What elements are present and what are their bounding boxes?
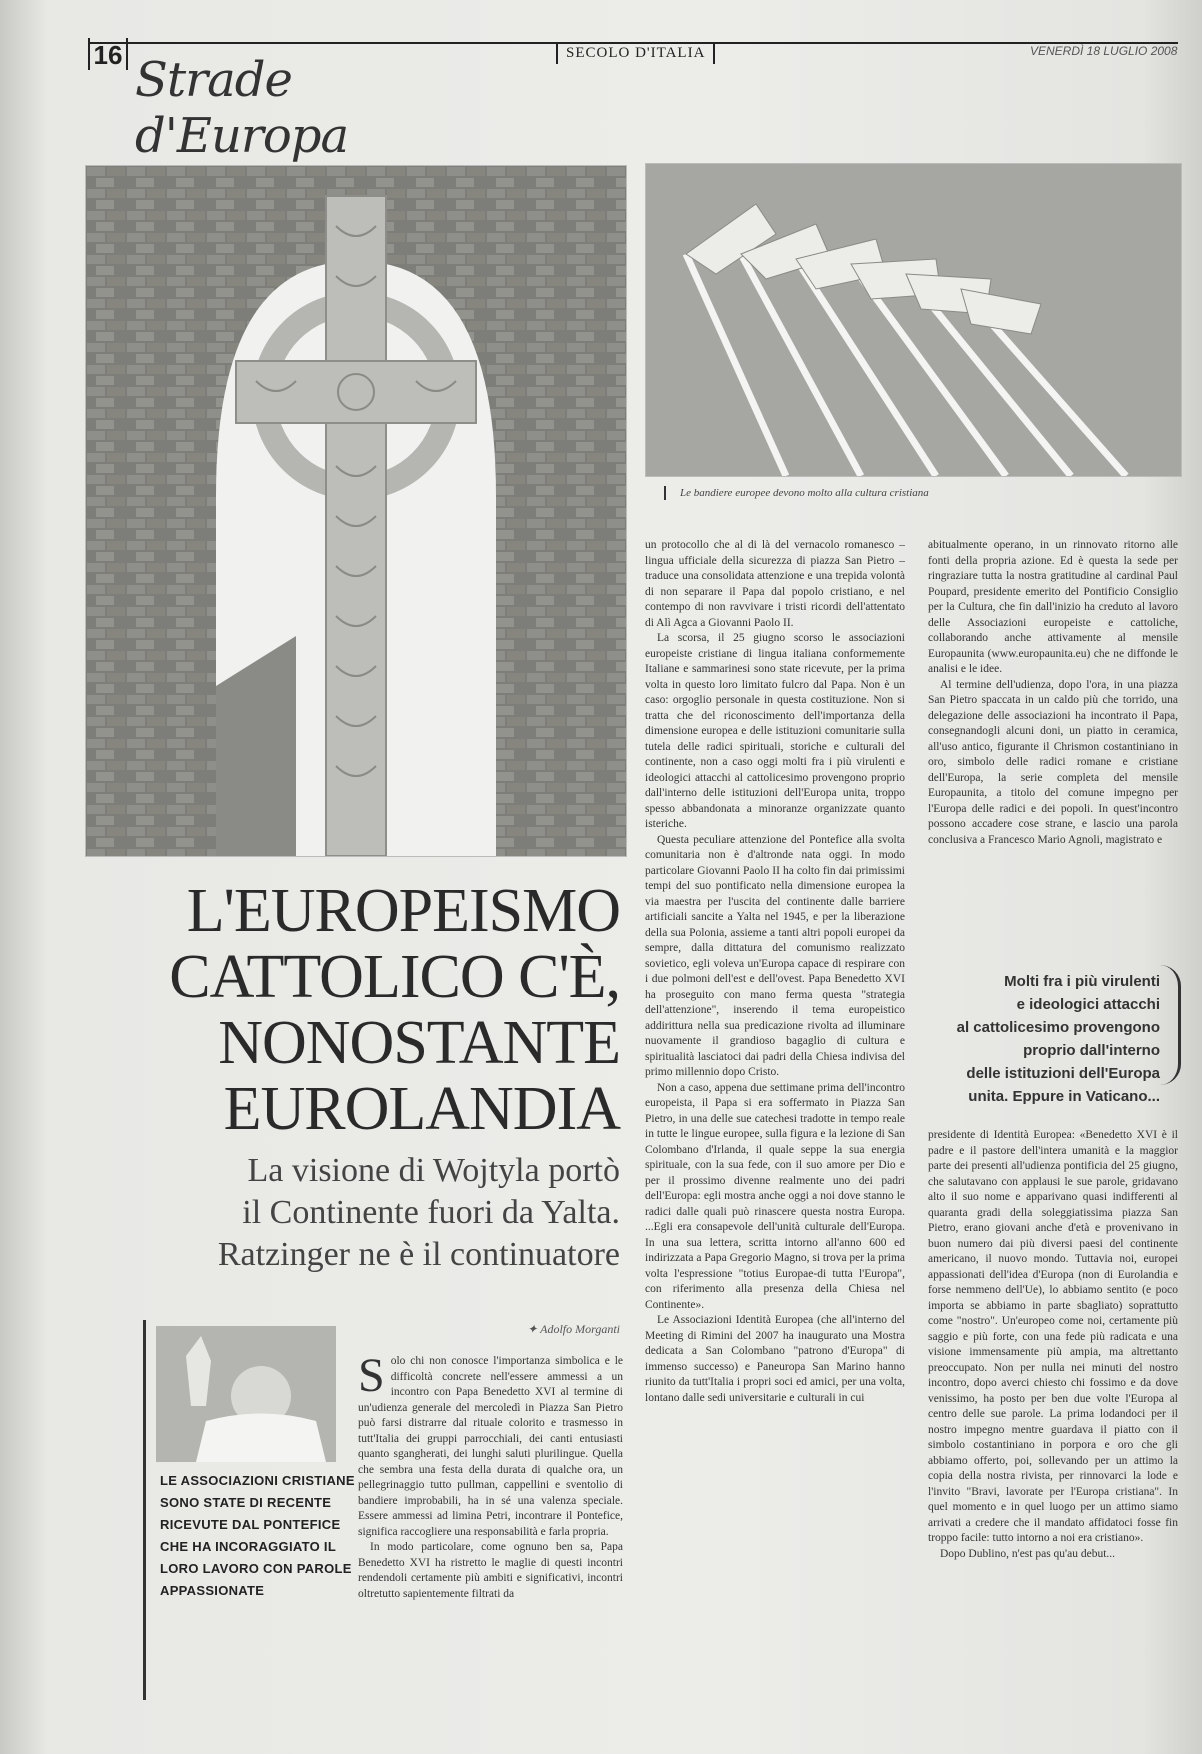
article-paragraph: La scorsa, il 25 giugno scorso le associazioni europeiste cristiane di lingua italiana conformemente Italiane e sammarinesi sono state ricevute, per la prima volta in questo loro limitato fulcro dal Papa. Non è un caso: orgoglio personale in questa costituzione. Non si tratta che del riconoscimento dell'importanza della dimensione europea e delle istituzioni comunitarie sulla tutela delle radici spirituali, storiche e culturali del continente, non a caso oggi molti fra i più virulenti e ideologici attacchi al cattolicesimo provengono proprio dall'interno delle istituzioni dell'Europa unita, troppo spesso abbandonata a minoranze organizzate quanto isteriche. xyxy=(645,632,905,830)
headline-line: L'EUROPEISMO xyxy=(186,877,620,945)
pull-quote-bracket xyxy=(1160,965,1181,1085)
byline: ✦ Adolfo Morganti xyxy=(527,1322,620,1336)
dropcap: S xyxy=(358,1349,385,1402)
article-paragraph: un protocollo che al di là del vernacolo romanesco – lingua ufficiale della sicurezza di piazza San Pietro – traduce una consolidata attenzione e una trepida volontà di non separare il Papa dal popolo cristiano, e nel contempo di non ravvivare i tristi ricordi dell'attentato di Alì Agca a Giovanni Paolo II. xyxy=(645,539,905,629)
cross-photo xyxy=(85,165,627,857)
headline-line: EUROLANDIA xyxy=(223,1075,620,1143)
masthead: SECOLO D'ITALIA xyxy=(556,42,715,64)
article-paragraph: Questa peculiare attenzione del Pontefice alla svolta comunitaria non è d'altronde nata oggi. In modo particolare Giovanni Paolo II ha colto fin dai primissimi tempi del suo pontificato nella dimensione europea la via maestra per l'uscita del continente dalle barriere artificiali sancite a Yalta nel 1945, e per la liberazione della sua Polonia, assieme a tanti altri popoli europei da sempre, dalla dittatura del comunismo realizzato sovietico, egli voleva un'Europa capace di respirare con i due polmoni dell'est e dell'ovest. Papa Benedetto XVI ha proseguito con mano ferma questa "strategia dell'attenzione", inserendo il tema europeistico addirittura nella sua predicazione rivolta ad illuminare nuovamente il grandioso bagaglio di cultura e spiritualità lasciatoci dai padri della Chiesa indivisa del primo millennio dopo Cristo. xyxy=(645,833,905,1078)
flags-illustration xyxy=(646,164,1181,476)
page-number: 16 xyxy=(88,38,128,70)
pull-quote-line: al cattolicesimo provengono xyxy=(956,1019,1160,1036)
article-paragraph: In modo particolare, come ognuno ben sa, Papa Benedetto XVI ha ristretto le maglie di questi incontri rendendoli certamente più ambiti e significativi, incontri oltretutto sapientemente filtrati da xyxy=(358,1541,623,1600)
headline-line: CATTOLICO C'È, xyxy=(169,943,620,1011)
article-paragraph: Le Associazioni Identità Europea (che all'interno del Meeting di Rimini del 2007 ha inaugurato una Mostra dedicata a San Colombano "patrono d'Europa" di immenso successo) e Paneuropa San Marino hanno riunito da tutt'Italia i propri soci ed amici, per una volta, lontano dalle sedi universitarie e culturali in cui xyxy=(645,1314,905,1404)
headline-line: NONOSTANTE xyxy=(218,1009,620,1077)
pope-illustration xyxy=(156,1326,336,1462)
headline xyxy=(80,878,620,1142)
photo-caption: Le bandiere europee devono molto alla cultura cristiana xyxy=(664,486,1180,500)
section-title: Strade d'Europa xyxy=(135,52,349,164)
article-column-1 xyxy=(358,1349,623,1602)
subhead-line: il Continente fuori da Yalta. xyxy=(242,1194,620,1231)
pull-quote-line: Molti fra i più virulenti xyxy=(1004,973,1160,990)
article-column-4 xyxy=(928,1128,1178,1728)
article-paragraph: Al termine dell'udienza, dopo l'ora, in una piazza San Pietro spaccata in un caldo più che torrido, una delegazione delle associazioni ha incontrato il Papa, consegnandogli alcuni doni, un piatto in ceramica, all'uso antico, figurante il Chrismon costantiniano in oro, simbolo delle radici romane e cristiane dell'Europa, la serie completa del mensile Europaunita, a titolo del comune impegno per l'Europa delle radici e dei popoli. In quest'incontro possono accadere cose strane, e lascio una parola conclusiva a Francesco Mario Agnoli, magistrato e xyxy=(928,678,1178,846)
pull-quote-line: proprio dall'interno xyxy=(1023,1042,1160,1059)
pull-quote xyxy=(915,970,1160,1108)
dateline: VENERDÌ 18 LUGLIO 2008 xyxy=(1030,44,1178,58)
subhead-line: La visione di Wojtyla portò xyxy=(247,1152,620,1189)
subhead xyxy=(80,1150,620,1276)
article-paragraph: abitualmente operano, in un rinnovato ritorno alle fonti della propria azione. Ed è questa la sede per ringraziare tutta la nostra gratitudine al cardinal Paul Poupard, presidente emerito del Pontificio Consiglio per la Cultura, che fin dall'inizio ha creduto al lavoro delle Associazioni europeiste e cattoliche, collaborando anche attivamente al mensile Europaunita (www.europaunita.eu) che ne diffonde le analisi e le idee. xyxy=(928,539,1178,675)
pull-quote-line: e ideologici attacchi xyxy=(1016,996,1160,1013)
cross-illustration xyxy=(86,166,626,856)
pope-photo xyxy=(156,1326,336,1462)
sidebar-text: LE ASSOCIAZIONI CRISTIANE SONO STATE DI RECENTE RICEVUTE DAL PONTEFICE CHE HA INCORAGGIATO IL LORO LAVORO CON PAROLE APPASSIONATE xyxy=(160,1473,355,1598)
article-paragraph: presidente di Identità Europea: «Benedetto XVI è il padre e il pastore dell'intera umanità e la maggior parte dei presenti all'udienza pontificia del 25 giugno, che salutavano con applausi le sue parole, gridavano alto il suo nome e apparivano quasi indifferenti al quaranta gradi della soleggiatissima piazza San Pietro, erano giovani anche d'età e provenivano in buon numero dai più diversi paesi del continente americano, il nuovo mondo. Tuttavia noi, europei appassionati dell'idea d'Europa (non di Eurolandia e forse nemmeno dell'Ue), lo abbiamo sentito (e poco importa se abbiamo in parte sbagliato) soprattutto come "nostro". Un'europeo come noi, certamente più saggio e più forte, con una fede più radicata e una visione immensamente più ampia, ma altrettanto preoccupato. Non per nulla nei minuti del nostro incontro, dopo averci chiesto chi fossimo e da dove venissimo, ha posto per ben due volte l'Europa al centro delle sue parole. La prima lodandoci per il nostro impegno mentre guardava il piatto con il simbolo costantiniano in porpora e oro che gli abbiamo offerto, poi, sollevando per un attimo la copia della nostra rivista, per rinnovarci la lode e l'invito "Bravi, lavorate per l'Europa cristiana". In quel momento e in quel luogo per un attimo siamo arrivati a credere che il mandato affidatoci fosse fin troppo facile: tutto intorno a noi era cristiano». xyxy=(928,1129,1178,1544)
pull-quote-line: unita. Eppure in Vaticano... xyxy=(968,1088,1160,1105)
article-paragraph: Dopo Dublino, n'est pas qu'au debut... xyxy=(940,1547,1116,1560)
subhead-line: Ratzinger ne è il continuatore xyxy=(217,1236,620,1273)
article-paragraph: Non a caso, appena due settimane prima dell'incontro europeista, il Papa si era soffermato in Piazza San Pietro, in una delle sue catechesi tradotte in tempo reale in tutte le lingue europee, sulla figura e la lezione di San Colombano d'Irlanda, il quale seppe la sua energia spirituale, con la sua fede, con il suo amore per Dio e per il prossimo divenne realmente uno dei padri dell'Europa: egli mostra anche oggi a noi dove stanno le radici dalle quali può rinascere questa nostra Europa. ...Egli era consapevole dell'unità culturale dell'Europa. In una sua lettera, scritta intorno all'anno 600 ed indirizzata a Papa Gregorio Magno, si trova per la prima volta l'espressione "totius Europae-di tutta l'Europa", con riferimento alla presenza della Chiesa nel Continente». xyxy=(645,1081,905,1311)
article-column-3 xyxy=(928,538,1178,938)
flags-photo xyxy=(645,163,1182,477)
pull-quote-line: delle istituzioni dell'Europa xyxy=(966,1065,1160,1082)
article-paragraph: olo chi non conosce l'importanza simbolica e le difficoltà concrete nell'essere ammessi a un incontro con Papa Benedetto XVI al termine di un'udienza generale del mercoledì in Piazza San Pietro può farsi distrarre dal rituale colorito e trasmesso in tutt'Italia dei gruppi parrocchiali, dei canti entusiasti quanto sgangherati, dei lunghi saluti plurilingue. Quella che sembra una festa della durata di qualche ora, un pellegrinaggio tutto pullman, cappellini e sventolio di bandiere improbabili, ha in sé una valenza speciale. Essere ammessi ad limina Petri, incontrare il Pontefice, significa raccogliere una responsabilità e farla propria. xyxy=(358,1355,623,1538)
article-column-2 xyxy=(645,538,905,1728)
byline-author: Adolfo Morganti xyxy=(540,1322,620,1336)
